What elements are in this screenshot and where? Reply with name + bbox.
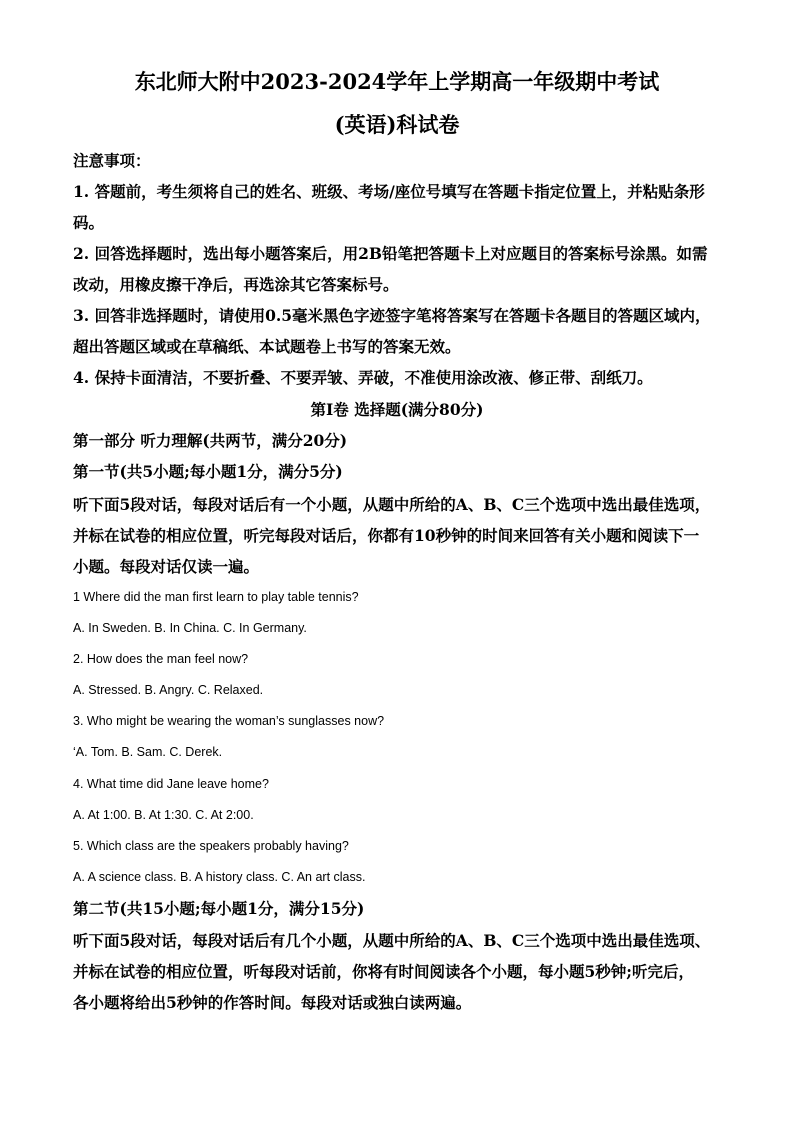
- question-3: 3. Who might be wearing the woman’s sunglasses now?: [73, 714, 385, 728]
- section-2-heading: 第二节(共15小题;每小题1分，满分15分): [73, 899, 365, 918]
- note-item-1-line-2: 码。: [73, 213, 105, 232]
- exam-subject-title: (英语)科试卷: [334, 112, 460, 137]
- section-2-instructions-line-1: 听下面5段对话，每段对话后有几个小题，从题中所给的A、B、C三个选项中选出最佳选项、: [73, 931, 711, 950]
- section-1-heading: 第一节(共5小题;每小题1分，满分5分): [73, 462, 343, 481]
- section-2-instructions-line-2: 并标在试卷的相应位置，听每段对话前，你将有时间阅读各个小题，每小题5秒钟;听完后，: [73, 962, 695, 981]
- question-4-options: A. At 1:00. B. At 1:30. C. At 2:00.: [73, 808, 254, 822]
- part-1-heading: 第一部分 听力理解(共两节，满分20分): [73, 431, 348, 450]
- question-4: 4. What time did Jane leave home?: [73, 777, 269, 791]
- section-2-instructions-line-3: 各小题将给出5秒钟的作答时间。每段对话或独白读两遍。: [73, 993, 472, 1012]
- question-5: 5. Which class are the speakers probably having?: [73, 839, 349, 853]
- note-item-3-line-2: 超出答题区域或在草稿纸、本试题卷上书写的答案无效。: [73, 337, 461, 356]
- question-1: 1 Where did the man first learn to play table tennis?: [73, 590, 359, 604]
- note-item-1-line-1: 1. 答题前，考生须将自己的姓名、班级、考场/座位号填写在答题卡指定位置上，并粘贴条形: [73, 182, 705, 201]
- volume-heading: 第Ⅰ卷 选择题(满分80分): [310, 400, 484, 419]
- question-2: 2. How does the man feel now?: [73, 652, 249, 666]
- question-5-options: A. A science class. B. A history class. C. An art class.: [73, 870, 366, 884]
- question-3-options: ‘A. Tom. B. Sam. C. Derek.: [73, 745, 223, 759]
- exam-title: 东北师大附中2023-2024学年上学期高一年级期中考试: [134, 69, 660, 94]
- section-1-instructions-line-2: 并标在试卷的相应位置，听完每段对话后，你都有10秒钟的时间来回答有关小题和阅读下一: [73, 526, 700, 545]
- question-1-options: A. In Sweden. B. In China. C. In Germany.: [73, 621, 307, 635]
- note-item-2-line-1: 2. 回答选择题时，选出每小题答案后，用2B铅笔把答题卡上对应题目的答案标号涂黑。如需: [73, 244, 708, 263]
- note-item-2-line-2: 改动，用橡皮擦干净后，再选涂其它答案标号。: [73, 275, 399, 294]
- section-1-instructions-line-1: 听下面5段对话，每段对话后有一个小题，从题中所给的A、B、C三个选项中选出最佳选项，: [73, 495, 711, 514]
- note-item-3-line-1: 3. 回答非选择题时，请使用0.5毫米黑色字迹签字笔将答案写在答题卡各题目的答题区域内，: [73, 306, 711, 325]
- section-1-instructions-line-3: 小题。每段对话仅读一遍。: [73, 557, 260, 576]
- question-2-options: A. Stressed. B. Angry. C. Relaxed.: [73, 683, 264, 697]
- note-item-4: 4. 保持卡面清洁，不要折叠、不要弄皱、弄破，不准使用涂改液、修正带、刮纸刀。: [73, 368, 653, 387]
- notes-heading: 注意事项：: [73, 151, 151, 170]
